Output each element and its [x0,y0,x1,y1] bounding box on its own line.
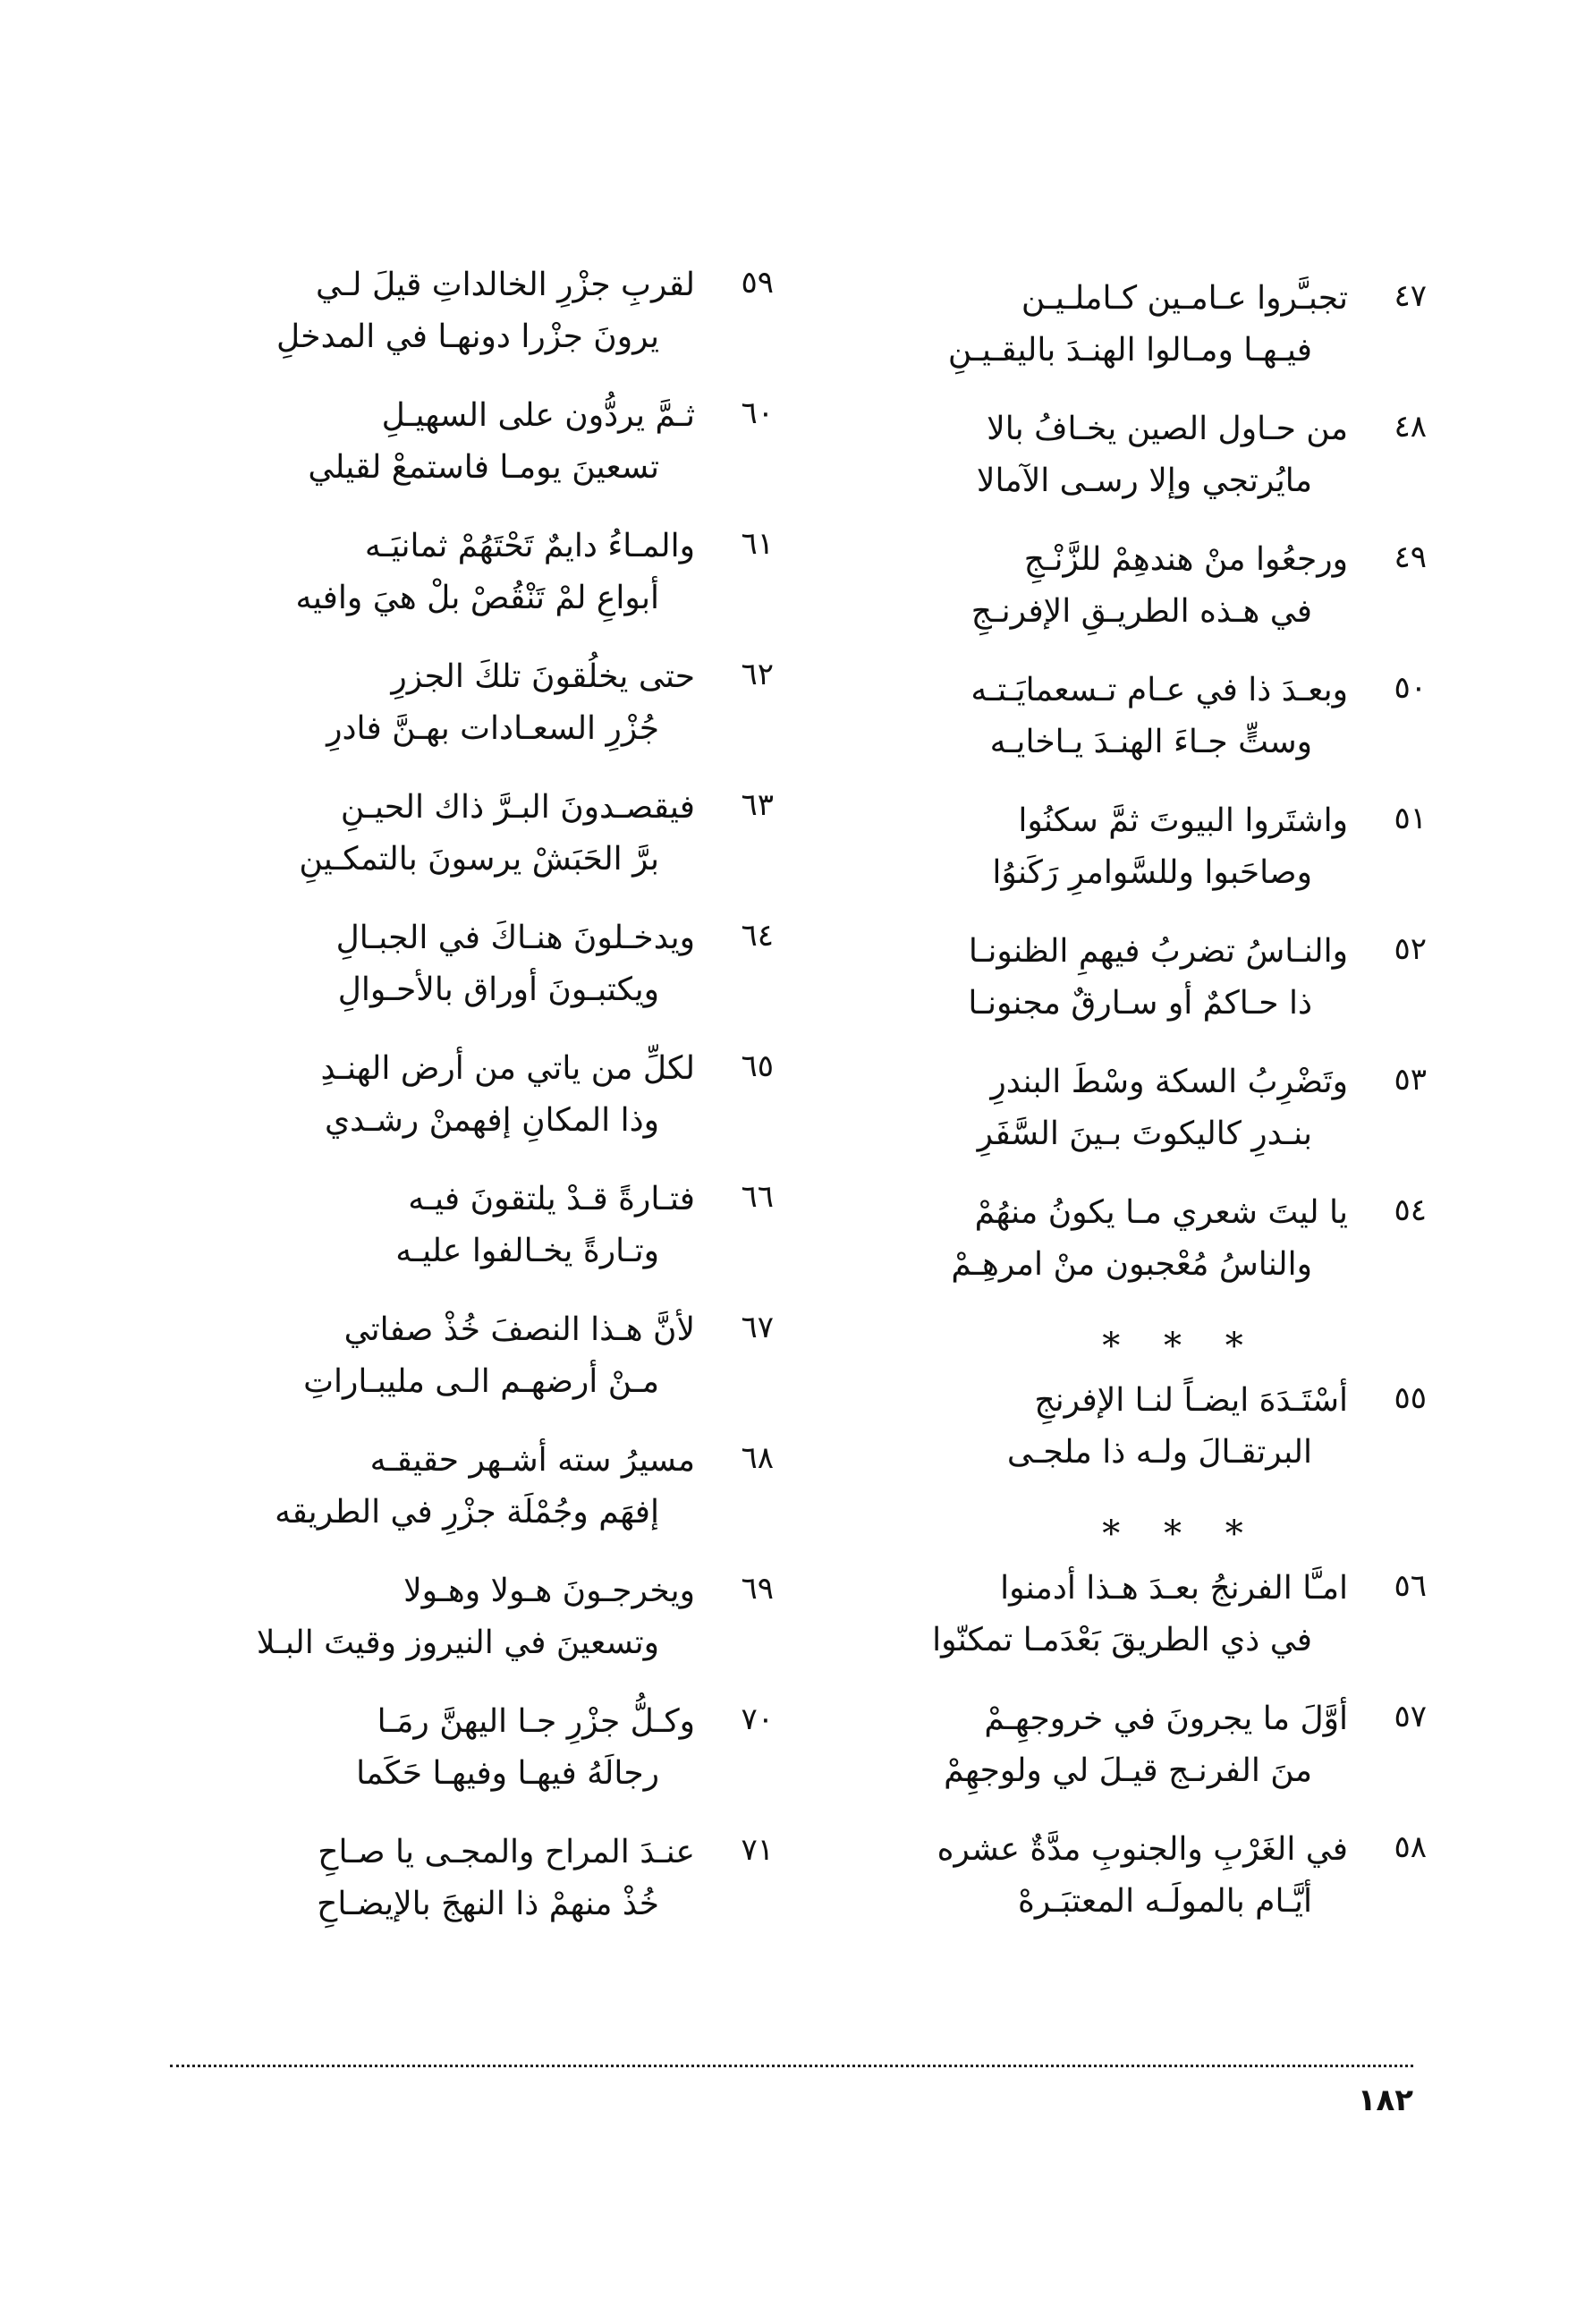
verse [148,259,774,390]
verse-lines [158,259,695,363]
verse [148,1827,774,1957]
verse-line-second: ويكتبـونَ أوراق بالأحـوالِ [337,971,659,1008]
verse-line-first: لأنَّ هـذا النصفَ خُذْ صفاتي [343,1311,695,1348]
verse [818,1375,1427,1506]
verse [148,1435,774,1565]
verse-lines [820,1056,1348,1160]
verse-line-second: بنـدرِ كاليكوتَ بـينَ السَّفَرِ [977,1115,1312,1152]
verse-number: ٦٧ [741,1310,774,1345]
verse-lines [158,1435,695,1539]
verse-line-second: وستٍّ جـاءَ الهنـدَ يـاخايـه [989,724,1312,760]
verse-lines [158,912,695,1016]
verse-line-first: عنـدَ المراح والمجـى يا صـاحِ [318,1834,695,1870]
verse-lines [820,665,1348,768]
verse [818,1824,1427,1955]
verse-line-first: ثـمَّ يردُّون على السهيـلِ [381,397,695,434]
verse-line-first: واشتَروا البيوتَ ثمَّ سكنُوا [1018,802,1348,839]
verse-line-first: لكلِّ من ياتي من أرض الهنـدِ [320,1050,695,1087]
verse-lines [820,273,1348,377]
verse-lines [158,1827,695,1930]
verse [818,1693,1427,1824]
verse-lines [820,1187,1348,1291]
verse-lines [820,1693,1348,1797]
verse-number: ٦٢ [741,657,774,692]
verse-line-first: وبعـدَ ذا في عـام تـسعمايَـتـه [970,672,1348,708]
verse-line-second: أبواعِ لمْ تَنْقُصْ بلْ هيَ وافيه [295,580,659,616]
verse-line-second: يرونَ جزْرا دونهـا في المدخلِ [276,318,659,355]
verse-line-first: أسْتَـدَهَ ايضـاً لنـا الإفرنجِ [1034,1382,1348,1419]
verse-line-second: في ذي الطريقَ بَعْدَمـا تمكنّوا [932,1622,1312,1658]
verse-number: ٥٤ [1394,1192,1427,1228]
verse-line-second: جُزْرِ السعـادات بهـنَّ فادرِ [326,710,659,747]
verse [818,665,1427,795]
verse-number: ٦١ [741,526,774,562]
verse-lines [820,1824,1348,1928]
verse [818,273,1427,403]
verse-line-first: ورجعُوا منْ هندهِمْ للزَّنْـجِ [1023,541,1348,578]
verse-line-first: وكـلُّ جزْرِ جـا اليهنَّ رمَـا [377,1703,695,1740]
verse-number: ٥٥ [1394,1380,1427,1416]
verse-lines [158,1174,695,1277]
verse [148,1174,774,1304]
verse-number: ٥٢ [1394,931,1427,967]
verse [818,795,1427,926]
verse-number: ٥١ [1394,801,1427,836]
verse-line-second: تسعينَ يومـا فاستمعْ لقيلي [308,449,659,486]
verse [818,403,1427,534]
verse-lines [158,521,695,624]
verse-line-second: وصاحَبوا وللسَّوامرِ رَكَنوُا [992,854,1312,891]
verse-lines [820,534,1348,638]
verse-line-second: وذا المكانِ إفهمنْ رشـدي [324,1102,659,1139]
verse-line-second: ذا حـاكمٌ أو سـارقٌ مجنونـا [968,985,1312,1022]
verse-line-second: أيَّـام بالمولَـه المعتبَـرهْ [1017,1883,1312,1920]
verse-line-first: فتـارةً قـدْ يلتقونَ فيـه [408,1181,695,1217]
verse [148,1043,774,1174]
verse [148,1565,774,1696]
verse [148,651,774,782]
page-number: ١٨٢ [1357,2082,1413,2118]
verse [148,390,774,521]
verse-number: ٦٩ [741,1571,774,1607]
verse-lines [158,1565,695,1669]
verse-line-first: وتَضْرِبُ السكة وسْطَ البندرِ [990,1064,1348,1100]
verse [818,926,1427,1056]
verse-lines [820,1375,1348,1479]
verse-line-second: وتـارةً يخـالفوا عليـه [395,1233,659,1269]
verse-line-second: منَ الفرنـج قيـلَ لي ولوجهِمْ [944,1752,1312,1789]
verse [148,1304,774,1435]
verse-line-first: لقربِ جزْرِ الخالداتِ قيلَ لـي [315,267,695,303]
verse-number: ٦٦ [741,1179,774,1215]
verse-lines [820,403,1348,507]
verse [148,521,774,651]
verse [148,782,774,912]
verse-lines [820,795,1348,899]
verse-line-second: مـنْ أرضهـم الـى مليبـاراتِ [303,1363,659,1400]
verse-number: ٥٨ [1394,1829,1427,1865]
verse-line-second: البرتقـالَ ولـه ذا ملجـى [1006,1434,1312,1471]
verse-line-first: امـَّا الفرنجُ بعـدَ هـذا أدمنوا [1000,1570,1348,1607]
verse-line-second: والناسُ مُعْجبون منْ امرهِـمْ [951,1246,1312,1283]
verse-line-first: من حـاول الصين يخـافُ بالا [987,411,1348,447]
verse [148,912,774,1043]
verse-line-second: وتسعينَ في النيروز وقيتَ البـلا [256,1624,659,1661]
verse-line-first: ويدخـلونَ هنـاكَ في الجبـالِ [335,920,695,956]
verse-line-first: حتى يخلُقونَ تلكَ الجزرِ [391,658,695,695]
verse-lines [158,1696,695,1800]
verse-number: ٤٩ [1394,539,1427,575]
verse-number: ٦٥ [741,1048,774,1084]
verse-number: ٤٨ [1394,409,1427,445]
verse-lines [158,1304,695,1408]
verse-line-first: والنـاسُ تضربُ فيهمِ الظنونـا [968,933,1348,970]
verse [148,1696,774,1827]
verse-line-first: يا ليتَ شعري مـا يكونُ منهُمْ [974,1194,1348,1231]
right-column [818,273,1427,1955]
verse-lines [158,651,695,755]
verse-number: ٥٧ [1394,1699,1427,1735]
verse-lines [158,390,695,494]
verse-line-first: في الغَرْبِ والجنوبِ مدَّةٌ عشره [937,1831,1348,1868]
section-divider-stars: * * * [1102,1514,1259,1555]
verse [818,1187,1427,1318]
verse-line-second: فيـهـا ومـالوا الهنـدَ باليقـيـنِ [947,332,1312,369]
verse-line-first: أوَّلَ ما يجرونَ في خروجهِـمْ [984,1701,1348,1737]
verse-number: ٦٣ [741,787,774,823]
verse-lines [820,1563,1348,1667]
verse-line-second: مايُرتجي وإلا رسـى الآمالا [976,462,1312,499]
left-column [148,259,774,1957]
verse-number: ٥٣ [1394,1062,1427,1098]
verse-lines [158,782,695,886]
verse [818,534,1427,665]
verse-line-first: تجبـَّروا عـامـين كـاملـيـن [1021,280,1348,317]
verse-number: ٥٦ [1394,1568,1427,1604]
verse-lines [820,926,1348,1030]
verse-line-first: ويخرجـونَ هـولا وهـولا [403,1573,695,1609]
verse-number: ٧٠ [741,1701,774,1737]
verse-number: ٤٧ [1394,278,1427,314]
footer-dotted-rule [170,2065,1413,2067]
verse-number: ٦٠ [741,395,774,431]
verse-number: ٧١ [741,1832,774,1868]
verse [818,1056,1427,1187]
verse-line-second: في هـذه الطريـقِ الإفرنـجِ [970,593,1312,630]
verse-line-first: مسيرُ سته أشـهر حقيقـه [369,1442,695,1479]
verse-line-second: إفهَم وجُمْلَة جزْرِ في الطريقه [275,1494,659,1531]
verse-line-first: والمـاءُ دايمٌ تَحْتَهُمْ ثمانيَـه [364,528,695,564]
verse-line-second: برَّ الحَبَشْ يرسونَ بالتمكـينِ [299,841,659,878]
verse [818,1563,1427,1693]
verse-line-second: رجالَهُ فيهـا وفيهـا حَكَما [356,1755,659,1792]
verse-line-first: فيقصـدونَ البـرَّ ذاك الحيـنِ [340,789,695,826]
verse-line-second: خُذْ منهمْ ذا النهجَ بالإيضـاحِ [317,1886,659,1922]
verse-number: ٦٨ [741,1440,774,1476]
verse-number: ٥٠ [1394,670,1427,706]
verse-lines [158,1043,695,1147]
section-divider-stars: * * * [1102,1326,1259,1367]
verse-number: ٥٩ [741,265,774,301]
verse-number: ٦٤ [741,918,774,954]
